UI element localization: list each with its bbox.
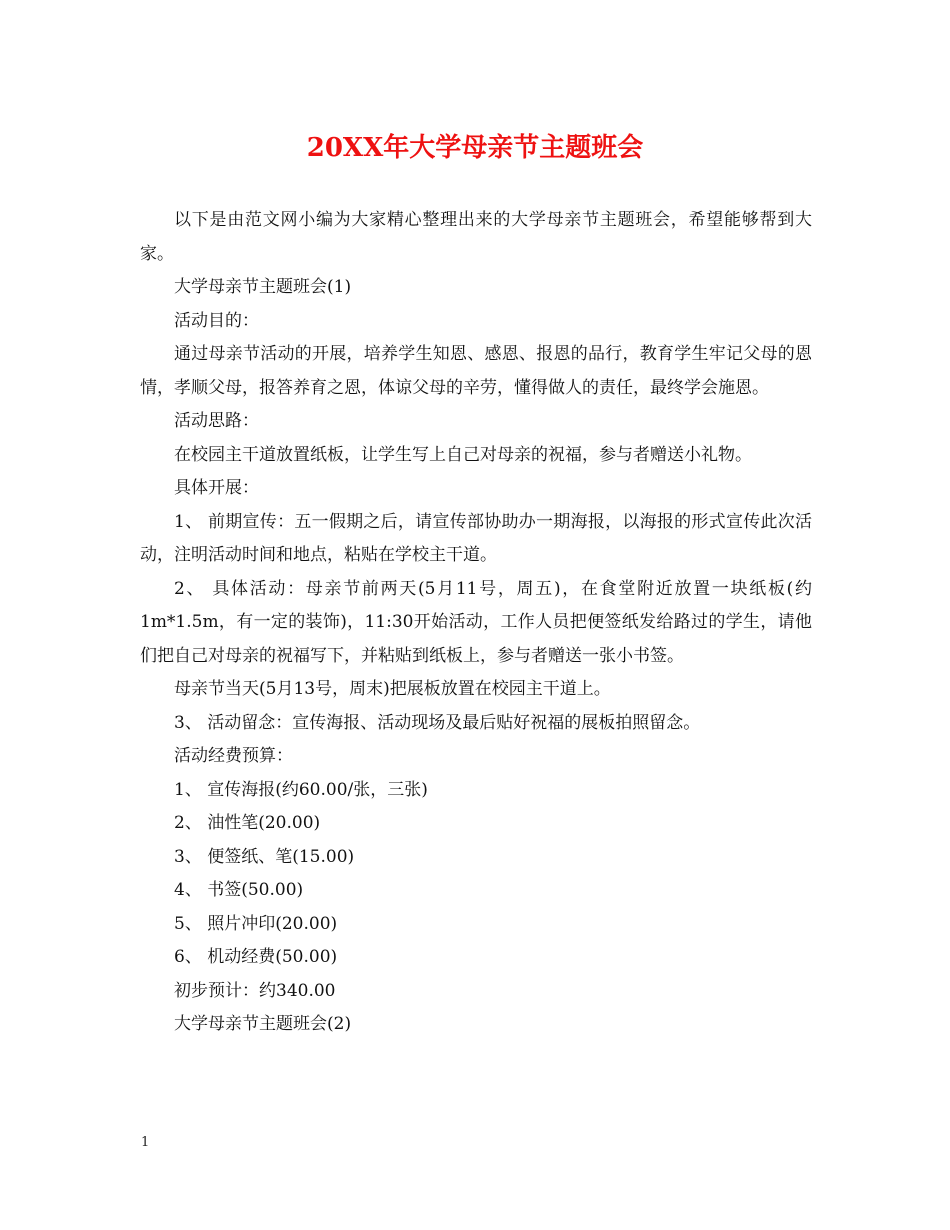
budget-item: 3、 便签纸、笔(15.00) (174, 846, 355, 867)
paragraph-mothers-day: 母亲节当天(5月13号，周末)把展板放置在校园主干道上。 (174, 679, 611, 699)
paragraph-intro: 以下是由范文网小编为大家精心整理出来的大学母亲节主题班会，希望能够帮到大家。 (140, 210, 812, 264)
budget-total: 初步预计：约340.00 (174, 980, 336, 1001)
budget-item: 4、 书签(50.00) (174, 880, 304, 900)
section-heading-1: 大学母亲节主题班会(1) (174, 277, 352, 297)
list-item-activity: 2、 具体活动：母亲节前两天(5月11号，周五)，在食堂附近放置一块纸板(约1m*1.5m，有一定的装饰)，11:30开始活动，工作人员把便签纸发给路过的学生，请他们把自己对母亲的祝福写下，并粘贴到纸板上，参与者赠送一张小书签。 (140, 578, 812, 666)
heading-activity-purpose: 活动目的： (174, 310, 259, 331)
document-title: 20XX年大学母亲节主题班会 (306, 133, 644, 163)
budget-item: 5、 照片冲印(20.00) (174, 913, 338, 934)
page-number: 1 (141, 1135, 150, 1150)
budget-item: 6、 机动经费(50.00) (174, 947, 338, 967)
list-item-souvenir: 3、 活动留念：宣传海报、活动现场及最后贴好祝福的展板拍照留念。 (174, 712, 701, 733)
list-item-promotion: 1、 前期宣传：五一假期之后，请宣传部协助办一期海报，以海报的形式宣传此次活动，注明活动时间和地点，粘贴在学校主干道。 (140, 511, 812, 565)
heading-implementation: 具体开展： (174, 478, 259, 498)
paragraph-idea: 在校园主干道放置纸板，让学生写上自己对母亲的祝福，参与者赠送小礼物。 (174, 444, 752, 465)
heading-activity-idea: 活动思路： (174, 411, 259, 431)
heading-budget: 活动经费预算： (174, 746, 293, 766)
document-body (140, 204, 812, 1042)
section-heading-2: 大学母亲节主题班会(2) (174, 1014, 352, 1034)
paragraph-purpose: 通过母亲节活动的开展，培养学生知恩、感恩、报恩的品行，教育学生牢记父母的恩情，孝顺父母，报答养育之恩，体谅父母的辛劳，懂得做人的责任，最终学会施恩。 (140, 344, 812, 398)
budget-item: 1、 宣传海报(约60.00/张，三张) (174, 779, 428, 800)
budget-item: 2、 油性笔(20.00) (174, 813, 321, 833)
